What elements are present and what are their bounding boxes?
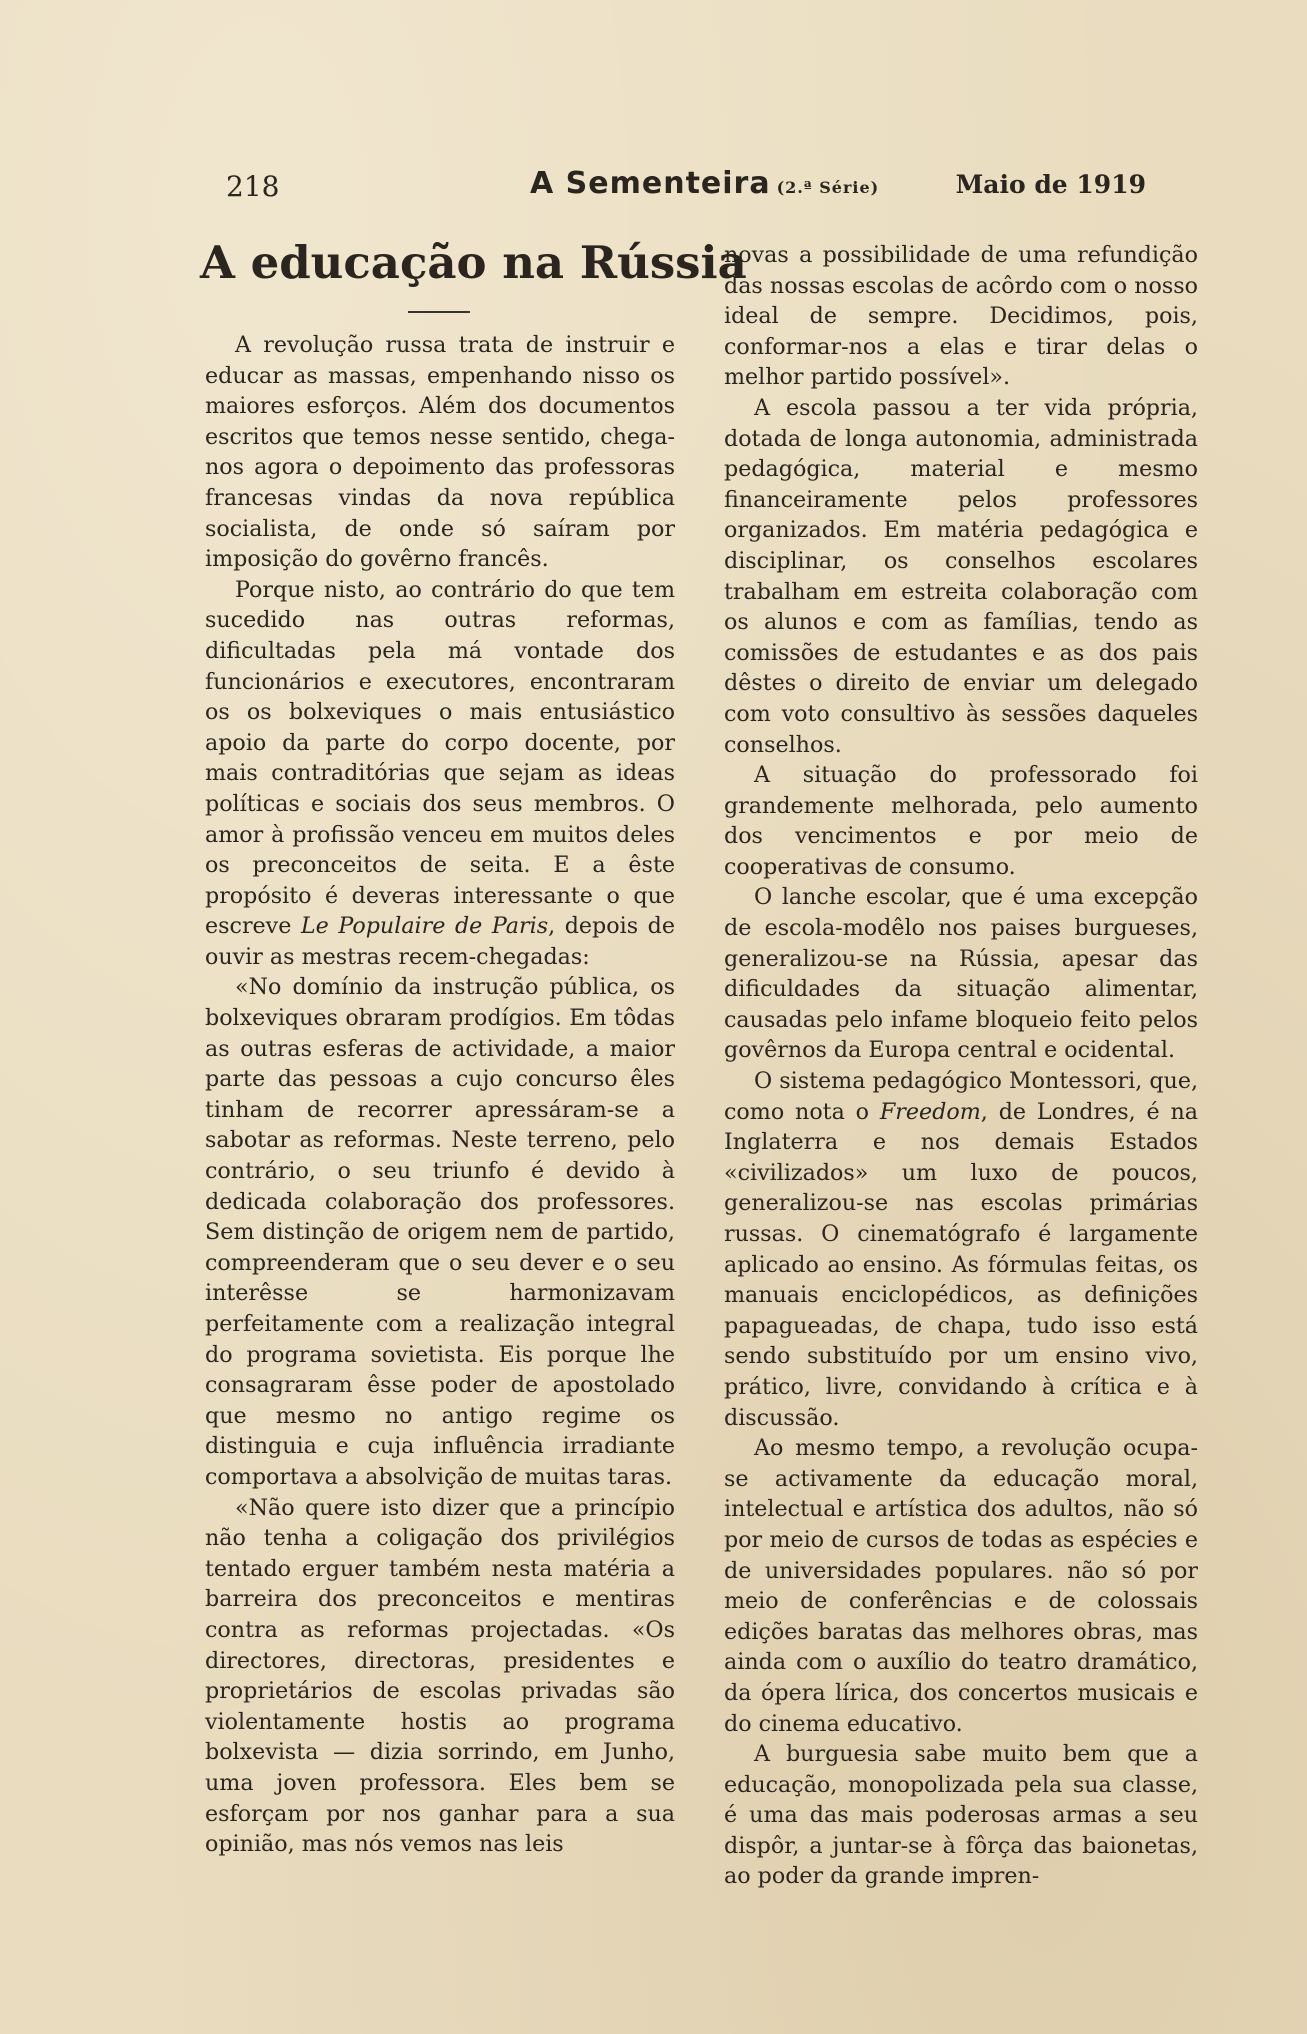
- paragraph: «Não quere isto dizer que a princípio não tenha a coligação dos privilégios tentado erguer também nesta matéria a barreira dos preconceitos e mentiras contra as reformas projectadas. «Os directores, directoras, presidentes e proprietários de escolas privadas são violentamente hostis ao programa bolxevista — dizia sorrindo, em Junho, uma joven professora. Eles bem se esforçam por nos ganhar para a sua opinião, mas nós vemos nas leis: [205, 1494, 675, 1858]
- paragraph: A burguesia sabe muito bem que a educação, monopolizada pela sua classe, é uma das mais poderosas armas a seu dispôr, a juntar-se à fôrça das baionetas, ao poder da grande impren-: [724, 1741, 1198, 1890]
- quote-source: Le Populaire de Paris: [300, 913, 549, 940]
- right-column: [724, 240, 1198, 1892]
- paragraph: A escola passou a ter vida própria, dotada de longa autonomia, administrada pedagógica, material e mesmo financeiramente pelos professores organizados. Em matéria pedagógica e disciplinar, os conselhos escolares trabalham em estreita colaboração com os alunos e com as famílias, tendo as comissões de estudantes e as dos pais dêstes o direito de enviar um delegado com voto consultivo às sessões daqueles conselhos.: [724, 394, 1198, 758]
- left-column: [205, 330, 675, 1860]
- page-number: 218: [226, 170, 280, 203]
- journal-name: A Sementeira: [530, 166, 771, 201]
- paragraph: A revolução russa trata de instruir e educar as massas, empenhando nisso os maiores esforços. Além dos documentos escritos que temos nesse sentido, chega-nos agora o depoimento das professoras francesas vindas da nova república socialista, de onde só saíram por imposição do govêrno francês.: [205, 332, 675, 573]
- journal-series: (2.ª Série): [776, 178, 880, 197]
- freedom-source: Freedom: [879, 1098, 981, 1125]
- page-header: [210, 164, 1170, 208]
- paragraph: [205, 575, 675, 973]
- title-divider: [408, 311, 470, 313]
- paragraph: O lanche escolar, que é uma excepção de escola-modêlo nos paises burgueses, generalizou-se na Rússia, apesar das dificuldades da situação alimentar, causadas pelo infame bloqueio feito pelos govêrnos da Europa central e ocidental.: [724, 884, 1198, 1064]
- paragraph-text: Porque nisto, ao contrário do que tem sucedido nas outras reformas, dificultadas pela má vontade dos funcionários e executores, encontraram os os bolxeviques o mais entusiástico apoio da parte do corpo docente, por mais contraditórias que sejam as ideas políticas e sociais dos seus membros. O amor à profissão venceu em muitos deles os preconceitos de seita. E a êste propósito é deveras interessante o que escreve: [205, 576, 675, 940]
- paragraph-text: , depois de ouvir as mestras recem-chegadas:: [205, 913, 675, 970]
- article-title: A educação na Rússia: [200, 236, 747, 289]
- paragraph: [724, 1066, 1198, 1433]
- journal-title: [530, 166, 879, 201]
- paragraph: novas a possibilidade de uma refundição das nossas escolas de acôrdo com o nosso ideal de sempre. Decidimos, pois, conformar-nos a elas e tirar delas o melhor partido possível».: [724, 242, 1198, 391]
- paragraph: A situação do professorado foi grandemente melhorada, pelo aumento dos vencimentos e por meio de cooperativas de consumo.: [724, 762, 1198, 880]
- paragraph: Ao mesmo tempo, a revolução ocupa-se activamente da educação moral, intelectual e artística dos adultos, não só por meio de cursos de todas as espécies e de universidades populares. não só por meio de conferências e de colossais edições baratas das melhores obras, mas ainda com o auxílio do teatro dramático, da ópera lírica, dos concertos musicais e do cinema educativo.: [724, 1435, 1198, 1737]
- paragraph-text: , de Londres, é na Inglaterra e nos demais Estados «civilizados» um luxo de poucos, generalizou-se nas escolas primárias russas. O cinematógrafo é largamente aplicado ao ensino. As fórmulas feitas, os manuais enciclopédicos, as definições papagueadas, de chapa, tudo isso está sendo substituído por um ensino vivo, prático, livre, convidando à crítica e à discussão.: [724, 1098, 1198, 1431]
- paragraph-text: O sistema pedagógico Montessori, que, como nota o: [724, 1068, 1198, 1125]
- paragraph: «No domínio da instrução pública, os bolxeviques obraram prodígios. Em tôdas as outras esferas de actividade, a maior parte das pessoas a cujo concurso êles tinham de recorrer apressáram-se a sabotar as reformas. Neste terreno, pelo contrário, o seu triunfo é devido à dedicada colaboração dos professores. Sem distinção de origem nem de partido, compreenderam que o seu dever e o seu interêsse se harmonizavam perfeitamente com a realização integral do programa sovietista. Eis porque lhe consagraram êsse poder de apostolado que mesmo no antigo regime os distinguia e cuja influência irradiante comportava a absolvição de muitas taras.: [205, 974, 675, 1490]
- issue-date: Maio de 1919: [955, 170, 1146, 199]
